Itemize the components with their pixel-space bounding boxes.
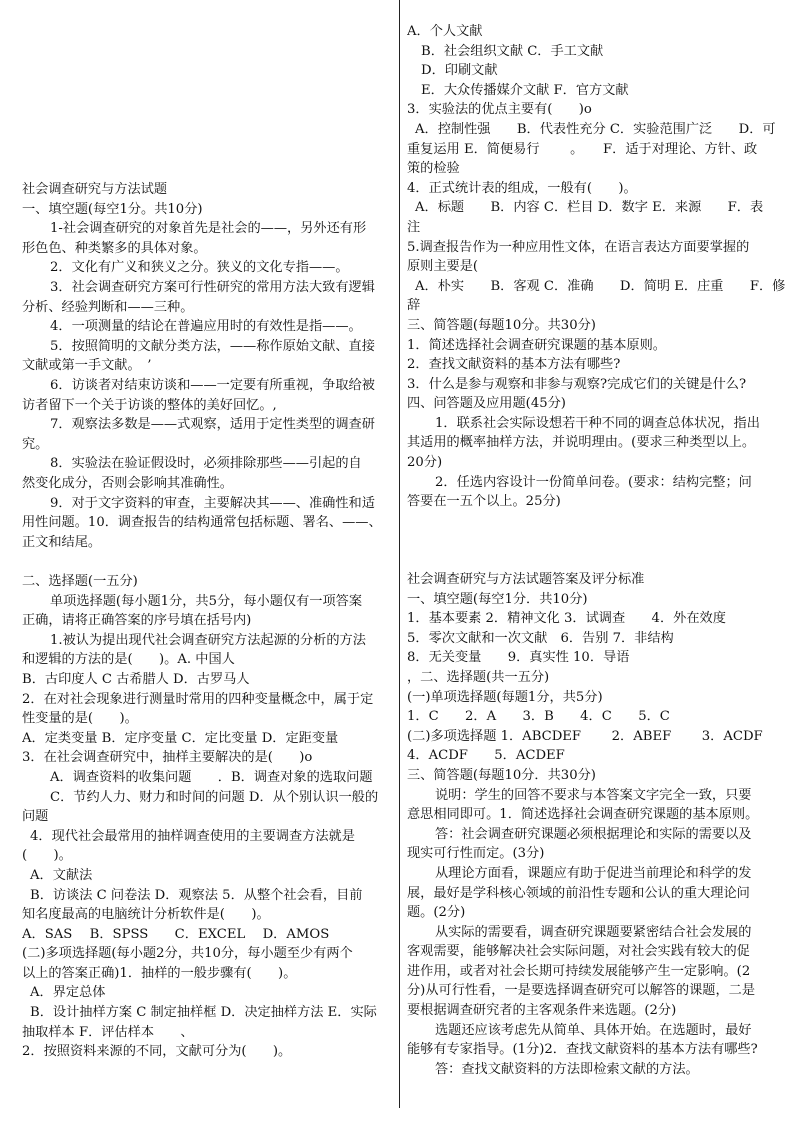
right-top-line-14: A．朴实 B．客观 C．准确 D．简明 E．庄重 F．修 [415,278,785,294]
left-top-line-15: 8．实验法在验证假设时，必须排除那些——引起的自 [50,456,362,472]
right-bottom-line-4: 5．零次文献和一次文献 6．告别 7．非结构 [407,630,674,646]
left-top-line-19: 正文和结尾。 [22,534,102,550]
right-bottom-line-17: 展，最好是学科核心领域的前沿性专题和公认的重大理论问 [407,885,750,901]
left-top-line-11: 6．访谈者对结束访谈和——一定要有所重视，争取给被 [50,377,375,393]
left-bottom-line-11: A．调查资料的收集问题 ．B．调查对象的选取问题 [50,769,373,785]
left-bottom-line-8: 性变量的是( )。 [22,711,138,727]
right-column [407,0,785,1132]
right-top-line-21: 1．联系社会实际设想若干种不同的调查总体状况，指出 [435,415,760,431]
answer-key-section [407,570,785,1079]
right-top-line-25: 答要在一五个以上。25分) [407,494,561,510]
right-top-line-6: A．控制性强 B．代表性充分 C．实验范围广泛 D．可 [415,121,776,137]
left-bottom-line-23: B．设计抽样方案 C 制定抽样框 D．决定抽样方法 E．实际 [30,1005,377,1021]
right-bottom-line-12: 说明：学生的回答不要求与本答案文字完全一致，只要 [435,787,752,803]
right-bottom-line-8: 1．C 2．A 3．B 4．C 5．C [407,709,670,725]
right-top-line-10: A．标题 B．内容 C．栏目 D．数字 E．来源 F．表 [415,200,764,216]
right-top-line-1: A．个人文献 [407,24,483,39]
right-top-line-11: 注 [407,219,421,235]
right-top-line-7: 重复运用 E．简便易行 。 F．适于对理论、方针、政 [407,141,758,157]
right-bottom-line-11: 三、简答题(每题10分．共30分) [407,767,596,783]
left-bottom-line-16: A．文献法 [30,867,93,883]
choice-questions-section [22,572,394,1062]
left-bottom-line-13: 问题 [22,809,49,825]
left-bottom-line-24: 抽取样本 F．评估样本 、 [22,1024,194,1040]
right-top-line-18: 2．查找文献资料的基本方法有哪些? [407,357,621,373]
right-top-line-8: 策的检验 [407,161,460,177]
right-top-line-19: 3．什么是参与观察和非参与观察?完成它们的关键是什么? [407,376,747,392]
right-bottom-line-7: (一)单项选择题(每题1分，共5分) [407,689,603,705]
left-bottom-line-7: 2．在对社会现象进行测量时常用的四种变量概念中，属于定 [22,691,374,707]
right-top-line-13: 原则主要是( [407,259,479,275]
right-bottom-line-10: 4．ACDF 5．ACDEF [407,748,565,764]
left-bottom-line-4: 1.被认为提出现代社会调查研究方法起源的分析的方法 [50,632,366,648]
left-top-line-17: 9．对于文字资料的审查，主要解决其——、准确性和适 [50,495,375,511]
right-top-line-5: 3．实验法的优点主要有( )o [407,102,592,118]
right-bottom-line-15: 现实可行性而定。(3分) [407,846,545,862]
right-top-line-4: E．大众传播媒介文献 F．官方文献 [421,82,629,98]
right-top-line-24: 2．任选内容设计一份简单问卷。(要求：结构完整；问 [435,474,752,490]
left-bottom-line-15: ( )。 [22,848,72,864]
exam-questions-continued [407,22,785,512]
left-top-line-6: 3．社会调查研究方案可行性研究的常用方法大致有逻辑 [50,279,375,295]
left-top-line-4: 形色色、种类繁多的具体对象。 [22,240,207,256]
left-bottom-line-5: 和逻辑的方法的是( )。A. 中国人 [22,652,235,668]
left-bottom-line-1: 二、选择题(一五分) [22,574,138,589]
left-top-line-12: 访者留下一个关于访谈的整体的美好回忆。, [22,397,277,413]
left-column [22,0,394,1132]
right-bottom-line-3: 1．基本要素 2．精神文化 3．试调查 4．外在效度 [407,611,726,627]
left-top-line-9: 5．按照简明的文献分类方法，——称作原始文献、直接 [50,338,375,354]
left-bottom-line-17: B．访谈法 C 问卷法 D．观察法 5．从整个社会看，目前 [30,887,363,903]
left-top-line-1: 社会调查研究与方法试题 [22,182,168,197]
right-bottom-line-22: 分)从可行性看，一是要选择调查研究可以解答的课题，二是 [407,983,756,999]
left-top-line-2: 一、填空题(每空1分。共10分) [22,201,203,217]
right-bottom-line-6: ，二、选择题(共一五分) [407,669,550,685]
right-bottom-line-20: 客观需要，能够解决社会实际问题，对社会实践有较大的促 [407,944,750,960]
right-top-line-15: 辞 [407,298,421,314]
right-bottom-line-18: 题。(2分) [407,905,466,921]
left-bottom-line-14: 4．现代社会最常用的抽样调查使用的主要调查方法就是 [30,828,355,844]
left-top-line-16: 然变化成分，否则会影响其准确性。 [22,475,233,491]
right-bottom-line-2: 一、填空题(每空1分．共10分) [407,591,588,607]
left-top-line-5: 2．文化有广义和狭义之分。狭义的文化专指——。 [50,260,349,276]
right-bottom-line-21: 进作用，或者对社会长期可持续发展能够产生一定影响。(2 [407,963,751,979]
right-top-line-23: 20分) [407,455,443,471]
left-top-line-10: 文献或第一手文献。 ’ [22,358,152,374]
right-bottom-line-1: 社会调查研究与方法试题答案及评分标准 [407,572,645,587]
right-bottom-line-24: 选题还应该考虑先从简单、具体开始。在选题时，最好 [435,1022,752,1038]
right-bottom-line-5: 8．无关变量 9．真实性 10．导语 [407,650,630,666]
left-bottom-line-6: B．古印度人 C 古希腊人 D．古罗马人 [22,671,250,687]
left-bottom-line-22: A．界定总体 [30,985,106,1001]
left-top-line-14: 究。 [22,436,49,452]
right-bottom-line-9: (二)多项选择题 1．ABCDEF 2．ABEF 3．ACDF [407,728,763,744]
left-bottom-line-19: A．SAS B．SPSS C．EXCEL D．AMOS [22,926,330,942]
right-top-line-3: D．印刷文献 [421,63,498,79]
left-bottom-line-12: C．节约人力、财力和时间的问题 D．从个别认识一般的 [50,789,379,805]
right-top-line-9: 4．正式统计表的组成，一般有( )。 [407,180,637,196]
exam-questions-part-one [22,180,394,552]
right-bottom-line-16: 从理论方面看，课题应有助于促进当前理论和科学的发 [435,865,752,881]
right-top-line-16: 三、简答题(每题10分。共30分) [407,317,596,333]
left-bottom-line-3: 正确，请将正确答案的序号填在括号内) [22,613,252,629]
column-divider [399,0,400,1108]
left-top-line-8: 4．一项测量的结论在普遍应用时的有效性是指——。 [50,319,362,335]
left-top-line-3: 1-社会调查研究的对象首先是社会的——，另外还有形 [50,221,367,237]
left-bottom-line-25: 2．按照资料来源的不同，文献可分为( )。 [22,1044,292,1060]
left-bottom-line-2: 单项选择题(每小题1分，共5分，每小题仅有一项答案 [50,593,363,609]
right-top-line-22: 其适用的概率抽样方法，并说明理由。(要求三种类型以上。 [407,435,756,451]
right-top-line-20: 四、问答题及应用题(45分) [407,396,566,412]
right-bottom-line-23: 要根据调查研究者的主客观条件来选题。(2分) [407,1003,677,1019]
left-bottom-line-9: A．定类变量 B．定序变量 C．定比变量 D．定距变量 [22,730,339,746]
left-bottom-line-10: 3．在社会调查研究中，抽样主要解决的是( )o [22,750,313,766]
right-top-line-2: B．社会组织文献 C．手工文献 [421,43,604,59]
right-top-line-12: 5.调查报告作为一种应用性文体，在语言表达方面要掌握的 [407,239,750,255]
right-bottom-line-26: 答：查找文献资料的方法即检索文献的方法。 [435,1061,699,1077]
right-bottom-line-25: 能够有专家指导。(1分)2．查找文献资料的基本方法有哪些? [407,1042,758,1058]
left-bottom-line-18: 知名度最高的电脑统计分析软件是( )。 [22,907,270,923]
left-top-line-7: 分析、经验判断和——三种。 [22,299,194,315]
left-bottom-line-20: (二)多项选择题(每小题2分，共10分，每小题至少有两个 [22,946,353,962]
left-top-line-13: 7．观察法多数是——式观察，适用于定性类型的调查研 [50,417,375,433]
right-bottom-line-13: 意思相同即可。1．简述选择社会调查研究课题的基本原则。 [407,807,759,823]
left-bottom-line-21: 以上的答案正确)1．抽样的一般步骤有( )。 [22,965,297,981]
right-bottom-line-14: 答：社会调查研究课题必须根据理论和实际的需要以及 [435,826,752,842]
left-top-line-18: 用性问题。10．调查报告的结构通常包括标题、署名、——、 [22,515,382,531]
right-bottom-line-19: 从实际的需要看，调查研究课题要紧密结合社会发展的 [435,924,752,940]
right-top-line-17: 1．简述选择社会调查研究课题的基本原则。 [407,337,666,353]
